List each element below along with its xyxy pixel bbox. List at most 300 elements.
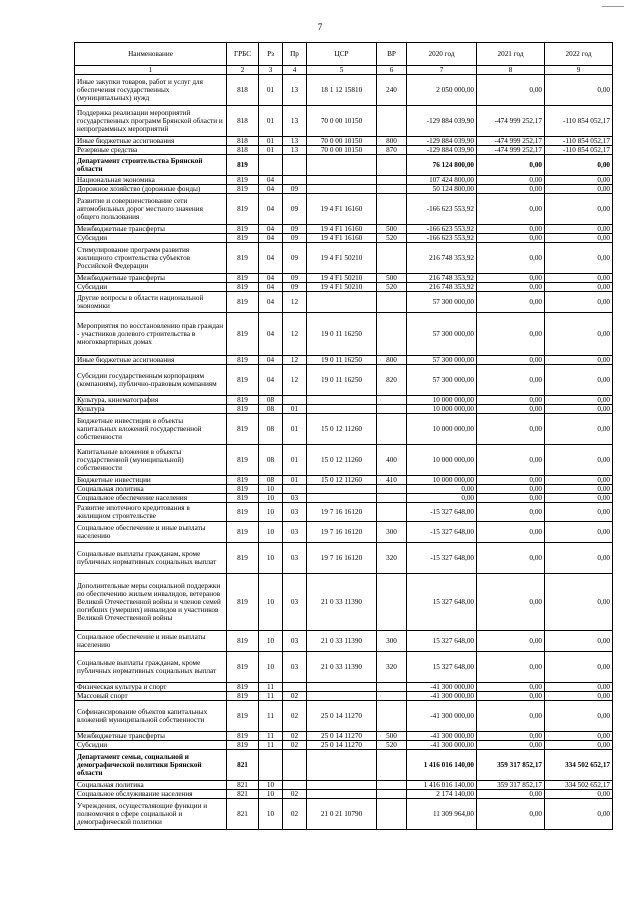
amount-2020-cell: -166 623 553,92 [407,225,477,234]
rz-cell: 11 [259,683,283,692]
amount-2021-cell: 0,00 [477,243,545,274]
rz-cell: 04 [259,225,283,234]
amount-2021-cell: 0,00 [477,75,545,106]
pr-cell: 03 [283,631,307,652]
vr-cell [377,701,407,732]
pr-cell: 09 [283,243,307,274]
csr-cell [307,781,377,790]
column-number: 5 [307,66,377,75]
amount-2020-cell: 216 748 353,92 [407,283,477,292]
csr-cell: 15 0 12 11260 [307,445,377,476]
grbs-cell: 819 [227,405,259,414]
table-row [75,396,613,405]
table-row [75,652,613,683]
amount-2022-cell: 0,00 [545,313,613,356]
vr-cell: 820 [377,365,407,396]
amount-2020-cell: 57 300 000,00 [407,292,477,313]
grbs-cell: 819 [227,683,259,692]
row-name-cell: Социальная политика [75,781,227,790]
amount-2020-cell: 107 424 800,00 [407,176,477,185]
rz-cell: 04 [259,194,283,225]
amount-2022-cell: 0,00 [545,476,613,485]
amount-2021-cell: 0,00 [477,396,545,405]
amount-2022-cell: 0,00 [545,732,613,741]
amount-2021-cell: 0,00 [477,683,545,692]
amount-2022-cell: 0,00 [545,741,613,750]
rz-cell: 04 [259,234,283,243]
row-name-cell: Дорожное хозяйство (дорожные фонды) [75,185,227,194]
amount-2022-cell: 0,00 [545,365,613,396]
vr-cell: 870 [377,146,407,155]
csr-cell [307,790,377,799]
amount-2020-cell: 15 327 648,00 [407,631,477,652]
amount-2020-cell: 0,00 [407,485,477,494]
amount-2020-cell: 10 000 000,00 [407,445,477,476]
grbs-cell: 818 [227,106,259,137]
row-name-cell: Резервные средства [75,146,227,155]
table-row [75,701,613,732]
amount-2021-cell: 0,00 [477,225,545,234]
csr-cell: 19 0 11 16250 [307,356,377,365]
table-row [75,494,613,503]
amount-2022-cell: 0,00 [545,155,613,176]
rz-cell: 10 [259,631,283,652]
csr-cell: 18 1 12 15810 [307,75,377,106]
amount-2022-cell: -110 854 052,17 [545,146,613,155]
row-name-cell: Социальные выплаты гражданам, кроме публичных нормативных социальных выплат [75,652,227,683]
amount-2021-cell: 0,00 [477,701,545,732]
vr-cell [377,405,407,414]
amount-2020-cell: 15 327 648,00 [407,652,477,683]
pr-cell: 03 [283,652,307,683]
row-name-cell: Физическая культура и спорт [75,683,227,692]
amount-2021-cell: 0,00 [477,494,545,503]
grbs-cell: 819 [227,176,259,185]
amount-2020-cell: 216 748 353,92 [407,243,477,274]
amount-2021-cell: 0,00 [477,476,545,485]
vr-cell: 400 [377,445,407,476]
amount-2022-cell: 0,00 [545,445,613,476]
vr-cell [377,106,407,137]
rz-cell: 04 [259,185,283,194]
pr-cell: 03 [283,574,307,631]
csr-cell [307,292,377,313]
table-row [75,790,613,799]
amount-2021-cell: 0,00 [477,194,545,225]
csr-cell [307,396,377,405]
amount-2022-cell: 0,00 [545,522,613,543]
vr-cell: 320 [377,543,407,574]
table-row [75,283,613,292]
row-name-cell: Иные бюджетные ассигнования [75,356,227,365]
table-row [75,799,613,830]
column-number: 1 [75,66,227,75]
rz-cell [259,750,283,781]
pr-cell: 12 [283,356,307,365]
pr-cell [283,683,307,692]
row-name-cell: Субсидии [75,234,227,243]
amount-2021-cell: 0,00 [477,732,545,741]
amount-2021-cell: 0,00 [477,274,545,283]
row-name-cell: Развитие ипотечного кредитования в жилищном строительстве [75,503,227,522]
row-name-cell: Культура [75,405,227,414]
grbs-cell: 819 [227,485,259,494]
rz-cell: 01 [259,106,283,137]
table-row [75,185,613,194]
amount-2022-cell: 0,00 [545,396,613,405]
row-name-cell: Иные закупки товаров, работ и услуг для обеспечения государственных (муниципальных) нужд [75,75,227,106]
column-number-row [75,66,613,75]
header-row [75,43,613,66]
grbs-cell: 818 [227,137,259,146]
amount-2021-cell: 0,00 [477,574,545,631]
csr-cell: 19 4 F1 16160 [307,234,377,243]
grbs-cell: 819 [227,155,259,176]
rz-cell: 10 [259,522,283,543]
header-cell: ВР [377,43,407,66]
vr-cell [377,185,407,194]
csr-cell: 19 4 F1 16160 [307,194,377,225]
pr-cell: 09 [283,225,307,234]
csr-cell [307,176,377,185]
csr-cell: 25 0 14 11270 [307,701,377,732]
amount-2020-cell: 57 300 000,00 [407,365,477,396]
amount-2020-cell: -129 884 039,90 [407,137,477,146]
pr-cell: 13 [283,146,307,155]
amount-2022-cell: 334 502 652,17 [545,781,613,790]
grbs-cell: 819 [227,701,259,732]
pr-cell: 02 [283,799,307,830]
rz-cell: 04 [259,176,283,185]
csr-cell: 25 0 14 11270 [307,732,377,741]
amount-2022-cell: 0,00 [545,574,613,631]
pr-cell: 13 [283,106,307,137]
csr-cell [307,494,377,503]
vr-cell [377,750,407,781]
column-number: 4 [283,66,307,75]
amount-2020-cell: 57 300 000,00 [407,356,477,365]
rz-cell: 11 [259,692,283,701]
grbs-cell: 819 [227,692,259,701]
table-row [75,781,613,790]
table-row [75,234,613,243]
table-row [75,414,613,445]
grbs-cell: 819 [227,365,259,396]
grbs-cell: 819 [227,396,259,405]
pr-cell [283,750,307,781]
row-name-cell: Бюджетные инвестиции [75,476,227,485]
csr-cell [307,683,377,692]
vr-cell: 500 [377,225,407,234]
pr-cell: 01 [283,445,307,476]
csr-cell: 21 0 21 10790 [307,799,377,830]
amount-2022-cell: 0,00 [545,185,613,194]
grbs-cell: 819 [227,194,259,225]
pr-cell: 09 [283,194,307,225]
csr-cell: 19 0 11 16250 [307,365,377,396]
table-row [75,155,613,176]
grbs-cell: 821 [227,790,259,799]
csr-cell [307,750,377,781]
csr-cell: 70 0 00 10150 [307,137,377,146]
amount-2021-cell: 0,00 [477,445,545,476]
rz-cell: 08 [259,414,283,445]
amount-2022-cell: 0,00 [545,790,613,799]
table-row [75,683,613,692]
csr-cell: 19 7 16 16120 [307,543,377,574]
amount-2020-cell: 11 309 964,00 [407,799,477,830]
grbs-cell: 819 [227,414,259,445]
pr-cell: 12 [283,292,307,313]
amount-2021-cell: 0,00 [477,652,545,683]
pr-cell: 09 [283,185,307,194]
rz-cell: 04 [259,274,283,283]
table-row [75,522,613,543]
rz-cell: 10 [259,799,283,830]
grbs-cell: 819 [227,543,259,574]
amount-2021-cell: 0,00 [477,503,545,522]
amount-2022-cell: -110 854 052,17 [545,106,613,137]
table-row [75,485,613,494]
amount-2020-cell: -41 300 000,00 [407,683,477,692]
csr-cell: 19 4 F1 50210 [307,243,377,274]
table-row [75,405,613,414]
csr-cell: 19 4 F1 50210 [307,283,377,292]
vr-cell: 500 [377,732,407,741]
table-row [75,146,613,155]
amount-2020-cell: -129 884 039,90 [407,106,477,137]
amount-2022-cell: 0,00 [545,274,613,283]
header-cell: 2020 год [407,43,477,66]
row-name-cell: Социальная политика [75,485,227,494]
row-name-cell: Иные бюджетные ассигнования [75,137,227,146]
pr-cell [283,396,307,405]
vr-cell: 410 [377,476,407,485]
csr-cell: 19 7 16 16120 [307,503,377,522]
pr-cell: 12 [283,365,307,396]
pr-cell: 02 [283,732,307,741]
pr-cell: 01 [283,414,307,445]
row-name-cell: Межбюджетные трансферты [75,732,227,741]
rz-cell: 08 [259,476,283,485]
vr-cell [377,155,407,176]
pr-cell: 02 [283,741,307,750]
vr-cell: 300 [377,522,407,543]
table-row [75,194,613,225]
amount-2020-cell: 0,00 [407,494,477,503]
grbs-cell: 819 [227,234,259,243]
grbs-cell: 819 [227,185,259,194]
amount-2021-cell: 0,00 [477,356,545,365]
amount-2022-cell: 0,00 [545,225,613,234]
amount-2021-cell: 0,00 [477,185,545,194]
grbs-cell: 819 [227,445,259,476]
pr-cell: 01 [283,476,307,485]
rz-cell: 10 [259,574,283,631]
vr-cell [377,292,407,313]
grbs-cell: 819 [227,741,259,750]
pr-cell: 02 [283,701,307,732]
amount-2021-cell: 0,00 [477,741,545,750]
vr-cell: 800 [377,356,407,365]
grbs-cell: 819 [227,732,259,741]
amount-2020-cell: -41 300 000,00 [407,692,477,701]
vr-cell: 520 [377,234,407,243]
csr-cell [307,185,377,194]
grbs-cell: 819 [227,225,259,234]
pr-cell: 03 [283,503,307,522]
amount-2021-cell: 0,00 [477,313,545,356]
amount-2020-cell: -41 300 000,00 [407,741,477,750]
row-name-cell: Межбюджетные трансферты [75,274,227,283]
amount-2022-cell: 0,00 [545,414,613,445]
csr-cell: 15 0 12 11260 [307,476,377,485]
amount-2022-cell: 0,00 [545,652,613,683]
amount-2021-cell: -474 999 252,17 [477,146,545,155]
amount-2022-cell: 0,00 [545,799,613,830]
amount-2020-cell: 50 124 800,00 [407,185,477,194]
grbs-cell: 819 [227,503,259,522]
grbs-cell: 819 [227,356,259,365]
pr-cell: 09 [283,234,307,243]
vr-cell [377,485,407,494]
vr-cell: 240 [377,75,407,106]
amount-2021-cell: 0,00 [477,543,545,574]
csr-cell [307,155,377,176]
csr-cell [307,485,377,494]
table-row [75,631,613,652]
amount-2022-cell: 0,00 [545,176,613,185]
amount-2022-cell: 0,00 [545,485,613,494]
pr-cell: 02 [283,692,307,701]
budget-table [74,42,613,830]
amount-2021-cell: 0,00 [477,405,545,414]
pr-cell: 03 [283,494,307,503]
amount-2020-cell: 2 050 000,00 [407,75,477,106]
amount-2021-cell: 0,00 [477,283,545,292]
amount-2021-cell: 0,00 [477,485,545,494]
csr-cell: 15 0 12 11260 [307,414,377,445]
vr-cell: 500 [377,274,407,283]
rz-cell: 11 [259,732,283,741]
row-name-cell: Другие вопросы в области национальной экономики [75,292,227,313]
amount-2021-cell: 0,00 [477,234,545,243]
header-cell: 2022 год [545,43,613,66]
csr-cell: 70 0 00 10150 [307,106,377,137]
rz-cell: 04 [259,356,283,365]
amount-2022-cell: 0,00 [545,356,613,365]
header-cell: 2021 год [477,43,545,66]
header-cell: ЦСР [307,43,377,66]
vr-cell [377,194,407,225]
vr-cell [377,313,407,356]
grbs-cell: 818 [227,75,259,106]
amount-2020-cell: 2 174 140,00 [407,790,477,799]
pr-cell [283,176,307,185]
amount-2022-cell: 0,00 [545,631,613,652]
row-name-cell: Социальное обслуживание населения [75,790,227,799]
rz-cell: 01 [259,75,283,106]
vr-cell [377,799,407,830]
vr-cell [377,781,407,790]
table-row [75,137,613,146]
row-name-cell: Национальная экономика [75,176,227,185]
pr-cell: 09 [283,283,307,292]
row-name-cell: Дополнительные меры социальной поддержки по обеспечению жильем инвалидов, ветеранов Великой Отечественной войны и членов семей погибших (умерших) инвалидов и участников Великой Отечественной войны [75,574,227,631]
pr-cell: 13 [283,137,307,146]
amount-2022-cell: 0,00 [545,292,613,313]
grbs-cell: 819 [227,631,259,652]
corner-mark [602,6,624,7]
amount-2022-cell: 0,00 [545,692,613,701]
rz-cell: 04 [259,365,283,396]
amount-2020-cell: 10 000 000,00 [407,405,477,414]
amount-2020-cell: -15 327 648,00 [407,503,477,522]
row-name-cell: Культура, кинематография [75,396,227,405]
vr-cell [377,176,407,185]
amount-2022-cell: 0,00 [545,75,613,106]
row-name-cell: Поддержка реализации мероприятий государственных программ Брянской области и непрограммных мероприятий [75,106,227,137]
rz-cell: 08 [259,405,283,414]
rz-cell: 04 [259,243,283,274]
amount-2020-cell: 216 748 353,92 [407,274,477,283]
row-name-cell: Субсидии государственным корпорациям (компаниям), публично-правовым компаниям [75,365,227,396]
table-row [75,503,613,522]
csr-cell [307,405,377,414]
amount-2022-cell: 0,00 [545,543,613,574]
vr-cell [377,494,407,503]
row-name-cell: Массовый спорт [75,692,227,701]
grbs-cell: 821 [227,799,259,830]
amount-2022-cell: 0,00 [545,683,613,692]
amount-2021-cell: 0,00 [477,155,545,176]
pr-cell: 03 [283,543,307,574]
row-name-cell: Субсидии [75,283,227,292]
pr-cell [283,781,307,790]
grbs-cell: 818 [227,146,259,155]
csr-cell: 70 0 00 10150 [307,146,377,155]
table-row [75,243,613,274]
amount-2020-cell: 57 300 000,00 [407,313,477,356]
amount-2020-cell: 15 327 648,00 [407,574,477,631]
row-name-cell: Социальное обеспечение населения [75,494,227,503]
vr-cell [377,683,407,692]
table-row [75,543,613,574]
row-name-cell: Социальное обеспечение и иные выплаты населению [75,522,227,543]
vr-cell: 320 [377,652,407,683]
table-row [75,313,613,356]
amount-2020-cell: -15 327 648,00 [407,543,477,574]
row-name-cell: Стимулирование программ развития жилищного строительства субъектов Российской Федерации [75,243,227,274]
vr-cell [377,503,407,522]
vr-cell [377,414,407,445]
grbs-cell: 819 [227,313,259,356]
csr-cell: 25 0 14 11270 [307,741,377,750]
column-number: 2 [227,66,259,75]
column-number: 3 [259,66,283,75]
csr-cell: 19 4 F1 16160 [307,225,377,234]
amount-2022-cell: 334 502 652,17 [545,750,613,781]
column-number: 8 [477,66,545,75]
column-number: 6 [377,66,407,75]
row-name-cell: Учреждения, осуществляющие функции и полномочия в сфере социальной и демографической политики [75,799,227,830]
amount-2022-cell: -110 854 052,17 [545,137,613,146]
table-row [75,106,613,137]
vr-cell [377,243,407,274]
grbs-cell: 819 [227,476,259,485]
pr-cell: 09 [283,274,307,283]
rz-cell: 11 [259,741,283,750]
